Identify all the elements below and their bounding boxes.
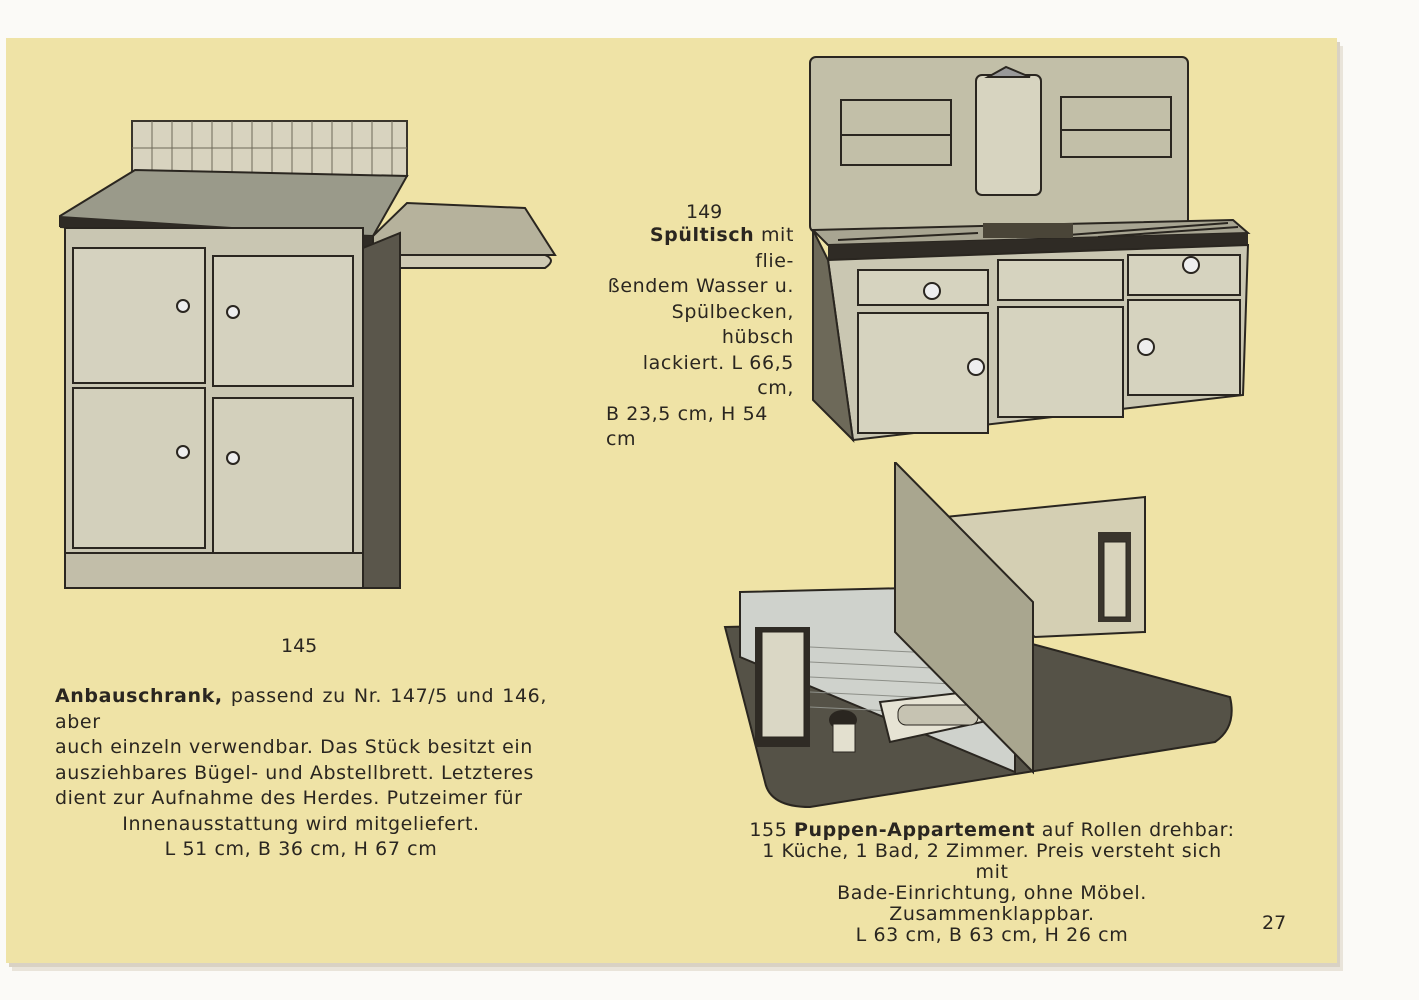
page-number: 27 bbox=[1262, 912, 1287, 934]
item-149-desc-5: B 23,5 cm, H 54 cm bbox=[606, 402, 768, 450]
item-149-number: 149 bbox=[686, 201, 723, 223]
cabinet-145-illustration bbox=[55, 118, 565, 598]
item-145-desc-1: passend zu Nr. 147/5 und 146, aber bbox=[55, 685, 547, 733]
doll-apartment-155-illustration bbox=[715, 462, 1245, 812]
item-155-number: 155 bbox=[749, 819, 788, 841]
item-149-desc-1: mit flie- bbox=[754, 224, 794, 272]
item-149-desc-3: Spülbecken, hübsch bbox=[671, 300, 794, 348]
item-149-desc-2: ßendem Wasser u. bbox=[607, 275, 794, 297]
item-155-name: Puppen-Appartement bbox=[794, 819, 1036, 841]
item-155-description bbox=[745, 820, 1239, 946]
item-155-desc-1: auf Rollen drehbar: bbox=[1035, 819, 1235, 841]
item-145-dims: L 51 cm, B 36 cm, H 67 cm bbox=[164, 838, 438, 860]
item-145-number: 145 bbox=[281, 635, 318, 657]
item-149-description bbox=[606, 223, 794, 453]
item-145-desc-4: dient zur Aufnahme des Herdes. Putzeimer für bbox=[55, 787, 523, 809]
item-155-dims: L 63 cm, B 63 cm, H 26 cm bbox=[855, 924, 1129, 946]
item-145-desc-2: auch einzeln verwendbar. Das Stück besitzt ein bbox=[55, 736, 533, 758]
item-155-desc-3: Bade-Einrichtung, ohne Möbel. Zusammenklappbar. bbox=[837, 882, 1147, 925]
item-155-desc-2: 1 Küche, 1 Bad, 2 Zimmer. Preis versteht sich mit bbox=[762, 840, 1222, 883]
item-149-desc-4: lackiert. L 66,5 cm, bbox=[642, 351, 794, 399]
item-145-description bbox=[55, 684, 547, 863]
item-145-desc-3: ausziehbares Bügel- und Abstellbrett. Letzteres bbox=[55, 761, 534, 784]
item-145-desc-5: Innenausstattung wird mitgeliefert. bbox=[122, 812, 480, 835]
item-149-name: Spültisch bbox=[649, 224, 755, 246]
item-145-name: Anbauschrank, bbox=[55, 685, 223, 707]
sink-149-illustration bbox=[808, 55, 1256, 450]
